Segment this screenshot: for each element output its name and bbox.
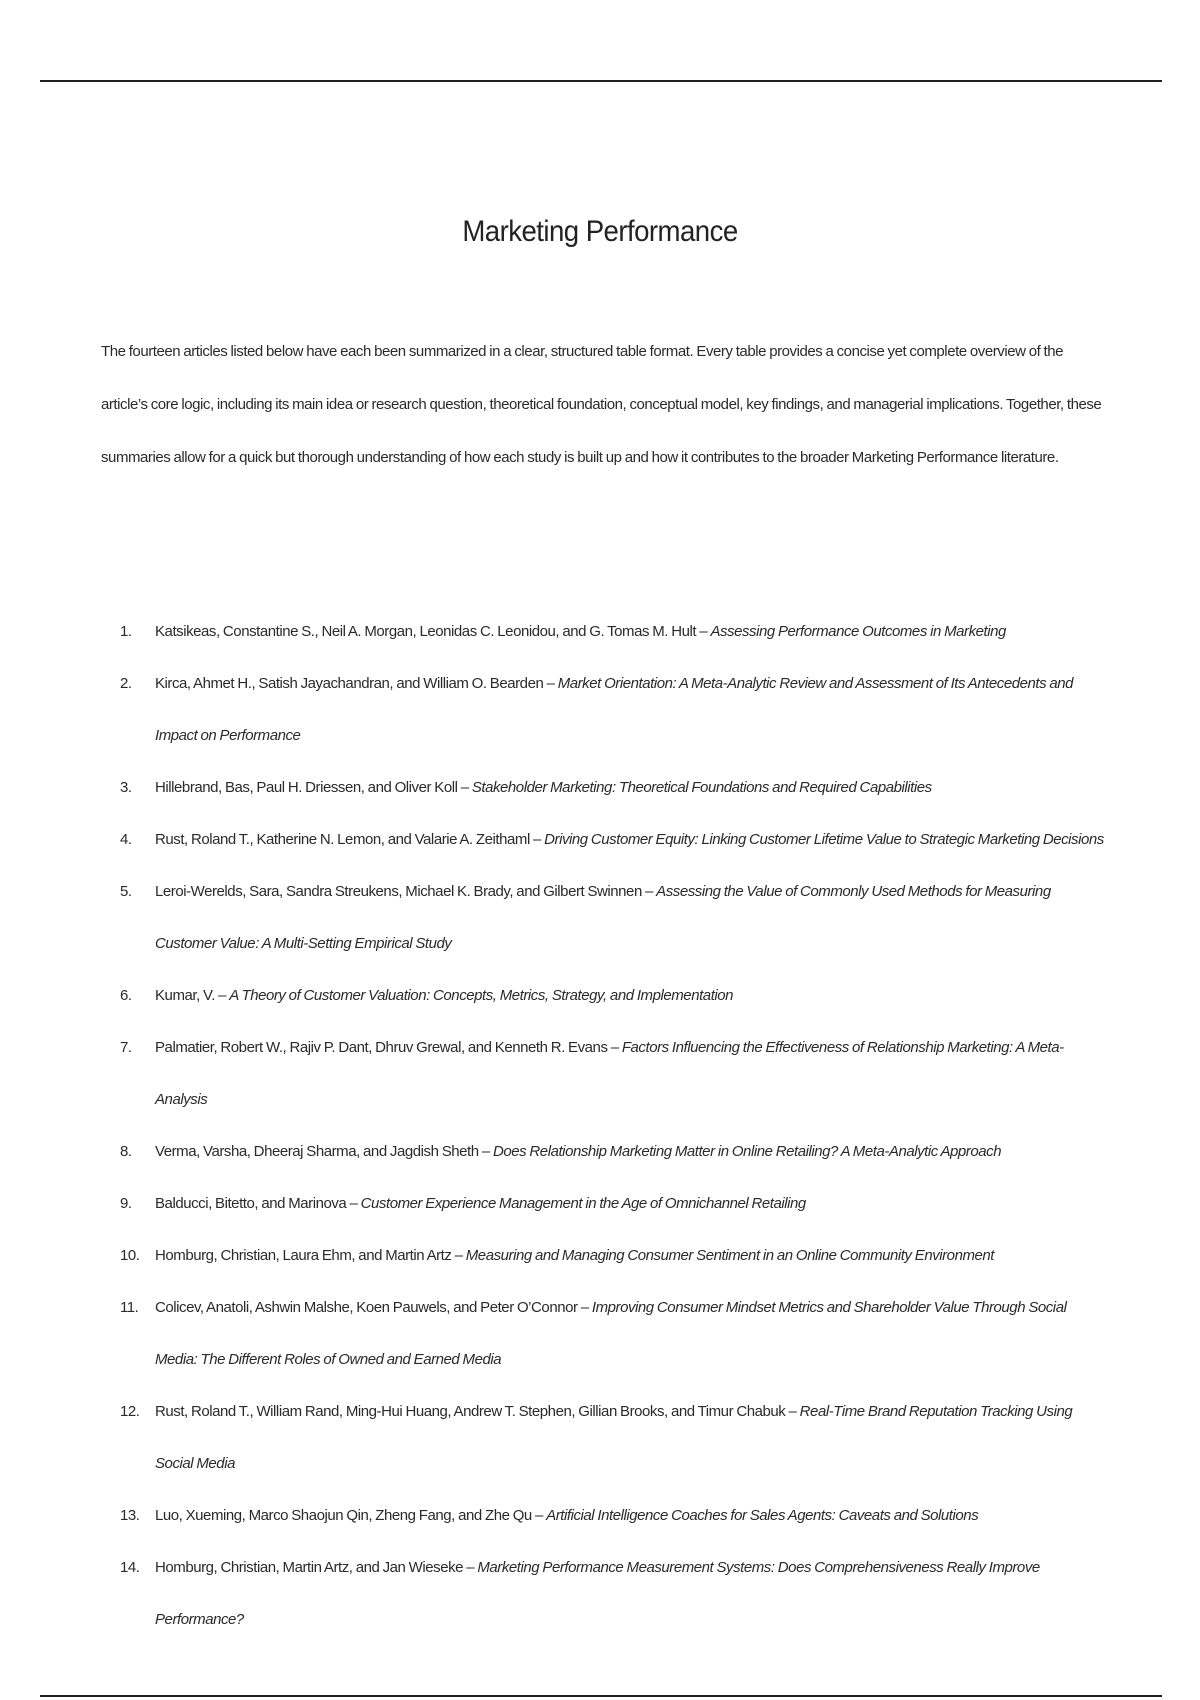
reference-title: Stakeholder Marketing: Theoretical Foundations and Required Capabilities (471, 779, 932, 796)
reference-number: 7. (120, 1039, 132, 1056)
reference-authors: Rust, Roland T., William Rand, Ming-Hui Huang, Andrew T. Stephen, Gillian Brooks, and Timur Chabuk – (155, 1403, 800, 1420)
reference-title: Does Relationship Marketing Matter in Online Retailing? A Meta-Analytic Approach (492, 1143, 1002, 1160)
reference-title: Driving Customer Equity: Linking Customer Lifetime Value to Strategic Marketing Decisions (544, 831, 1104, 848)
reference-authors: Colicev, Anatoli, Ashwin Malshe, Koen Pauwels, and Peter O’Connor – (155, 1299, 592, 1316)
reference-title: Assessing the Value of Commonly Used Methods for Measuring Customer Value: A Multi-Setting Empirical Study (155, 883, 1051, 952)
reference-title: Real-Time Brand Reputation Tracking Using Social Media (155, 1403, 1073, 1472)
reference-authors: Rust, Roland T., Katherine N. Lemon, and Valarie A. Zeithaml – (155, 831, 545, 848)
reference-item-2 (120, 658, 1110, 762)
reference-authors: Palmatier, Robert W., Rajiv P. Dant, Dhruv Grewal, and Kenneth R. Evans – (155, 1039, 622, 1056)
reference-number: 5. (120, 883, 132, 900)
reference-title: Market Orientation: A Meta-Analytic Review and Assessment of Its Antecedents and Impact on Performance (155, 675, 1074, 744)
intro-paragraph: The fourteen articles listed below have each been summarized in a clear, structured table format. Every table provides a concise yet complete overview of the article’s core logic, including its main idea or research question, theoretical foundation, conceptual model, key findings, and managerial implications. Together, these summaries allow for a quick but thorough understanding of how each study is built up and how it contributes to the broader Marketing Performance literature. (101, 343, 1102, 466)
reference-number: 10. (120, 1247, 140, 1264)
reference-number: 9. (120, 1195, 132, 1212)
reference-title: Marketing Performance Measurement Systems: Does Comprehensiveness Really Improve Performance? (155, 1559, 1040, 1628)
reference-number: 14. (120, 1559, 140, 1576)
reference-number: 3. (120, 779, 132, 796)
reference-number: 12. (120, 1403, 140, 1420)
reference-number: 1. (120, 623, 132, 640)
reference-authors: Luo, Xueming, Marco Shaojun Qin, Zheng Fang, and Zhe Qu – (155, 1507, 547, 1524)
reference-number: 2. (120, 675, 132, 692)
reference-number: 6. (120, 987, 132, 1004)
reference-title: Improving Consumer Mindset Metrics and Shareholder Value Through Social Media: The Different Roles of Owned and Earned Media (155, 1299, 1067, 1368)
reference-authors: Leroi-Werelds, Sara, Sandra Streukens, Michael K. Brady, and Gilbert Swinnen – (155, 883, 657, 900)
reference-title: Factors Influencing the Effectiveness of Relationship Marketing: A Meta-Analysis (155, 1039, 1064, 1108)
reference-title: Measuring and Managing Consumer Sentiment in an Online Community Environment (465, 1247, 995, 1264)
reference-authors: Balducci, Bitetto, and Marinova – (155, 1195, 361, 1212)
reference-authors: Homburg, Christian, Laura Ehm, and Martin Artz – (155, 1247, 466, 1264)
reference-authors: Homburg, Christian, Martin Artz, and Jan Wieseke – (155, 1559, 478, 1576)
reference-number: 11. (120, 1299, 139, 1316)
reference-number: 8. (120, 1143, 132, 1160)
reference-item-12 (120, 1386, 1110, 1490)
reference-title: A Theory of Customer Valuation: Concepts, Metrics, Strategy, and Implementation (229, 987, 734, 1004)
page-title: Marketing Performance (462, 215, 738, 248)
reference-number: 4. (120, 831, 132, 848)
reference-authors: Hillebrand, Bas, Paul H. Driessen, and Oliver Koll – (155, 779, 472, 796)
reference-item-10 (120, 1230, 1110, 1282)
reference-list (120, 606, 1110, 1646)
reference-item-5 (120, 866, 1110, 970)
reference-item-1 (120, 606, 1110, 658)
reference-item-13 (120, 1490, 1110, 1542)
footer-rule (40, 1695, 1162, 1697)
reference-title: Assessing Performance Outcomes in Marketing (710, 623, 1006, 640)
reference-title: Artificial Intelligence Coaches for Sales Agents: Caveats and Solutions (546, 1507, 979, 1524)
reference-authors: Kumar, V. – (155, 987, 230, 1004)
reference-item-11 (120, 1282, 1110, 1386)
reference-authors: Katsikeas, Constantine S., Neil A. Morgan, Leonidas C. Leonidou, and G. Tomas M. Hult – (155, 623, 711, 640)
reference-item-7 (120, 1022, 1110, 1126)
reference-item-14 (120, 1542, 1110, 1646)
reference-item-6 (120, 970, 1110, 1022)
reference-authors: Verma, Varsha, Dheeraj Sharma, and Jagdish Sheth – (155, 1143, 493, 1160)
reference-title: Customer Experience Management in the Age of Omnichannel Retailing (360, 1195, 806, 1212)
header-rule (40, 80, 1162, 82)
reference-item-4 (120, 814, 1110, 866)
reference-number: 13. (120, 1507, 140, 1524)
reference-item-9 (120, 1178, 1110, 1230)
reference-authors: Kirca, Ahmet H., Satish Jayachandran, and William O. Bearden – (155, 675, 558, 692)
reference-item-8 (120, 1126, 1110, 1178)
reference-item-3 (120, 762, 1110, 814)
